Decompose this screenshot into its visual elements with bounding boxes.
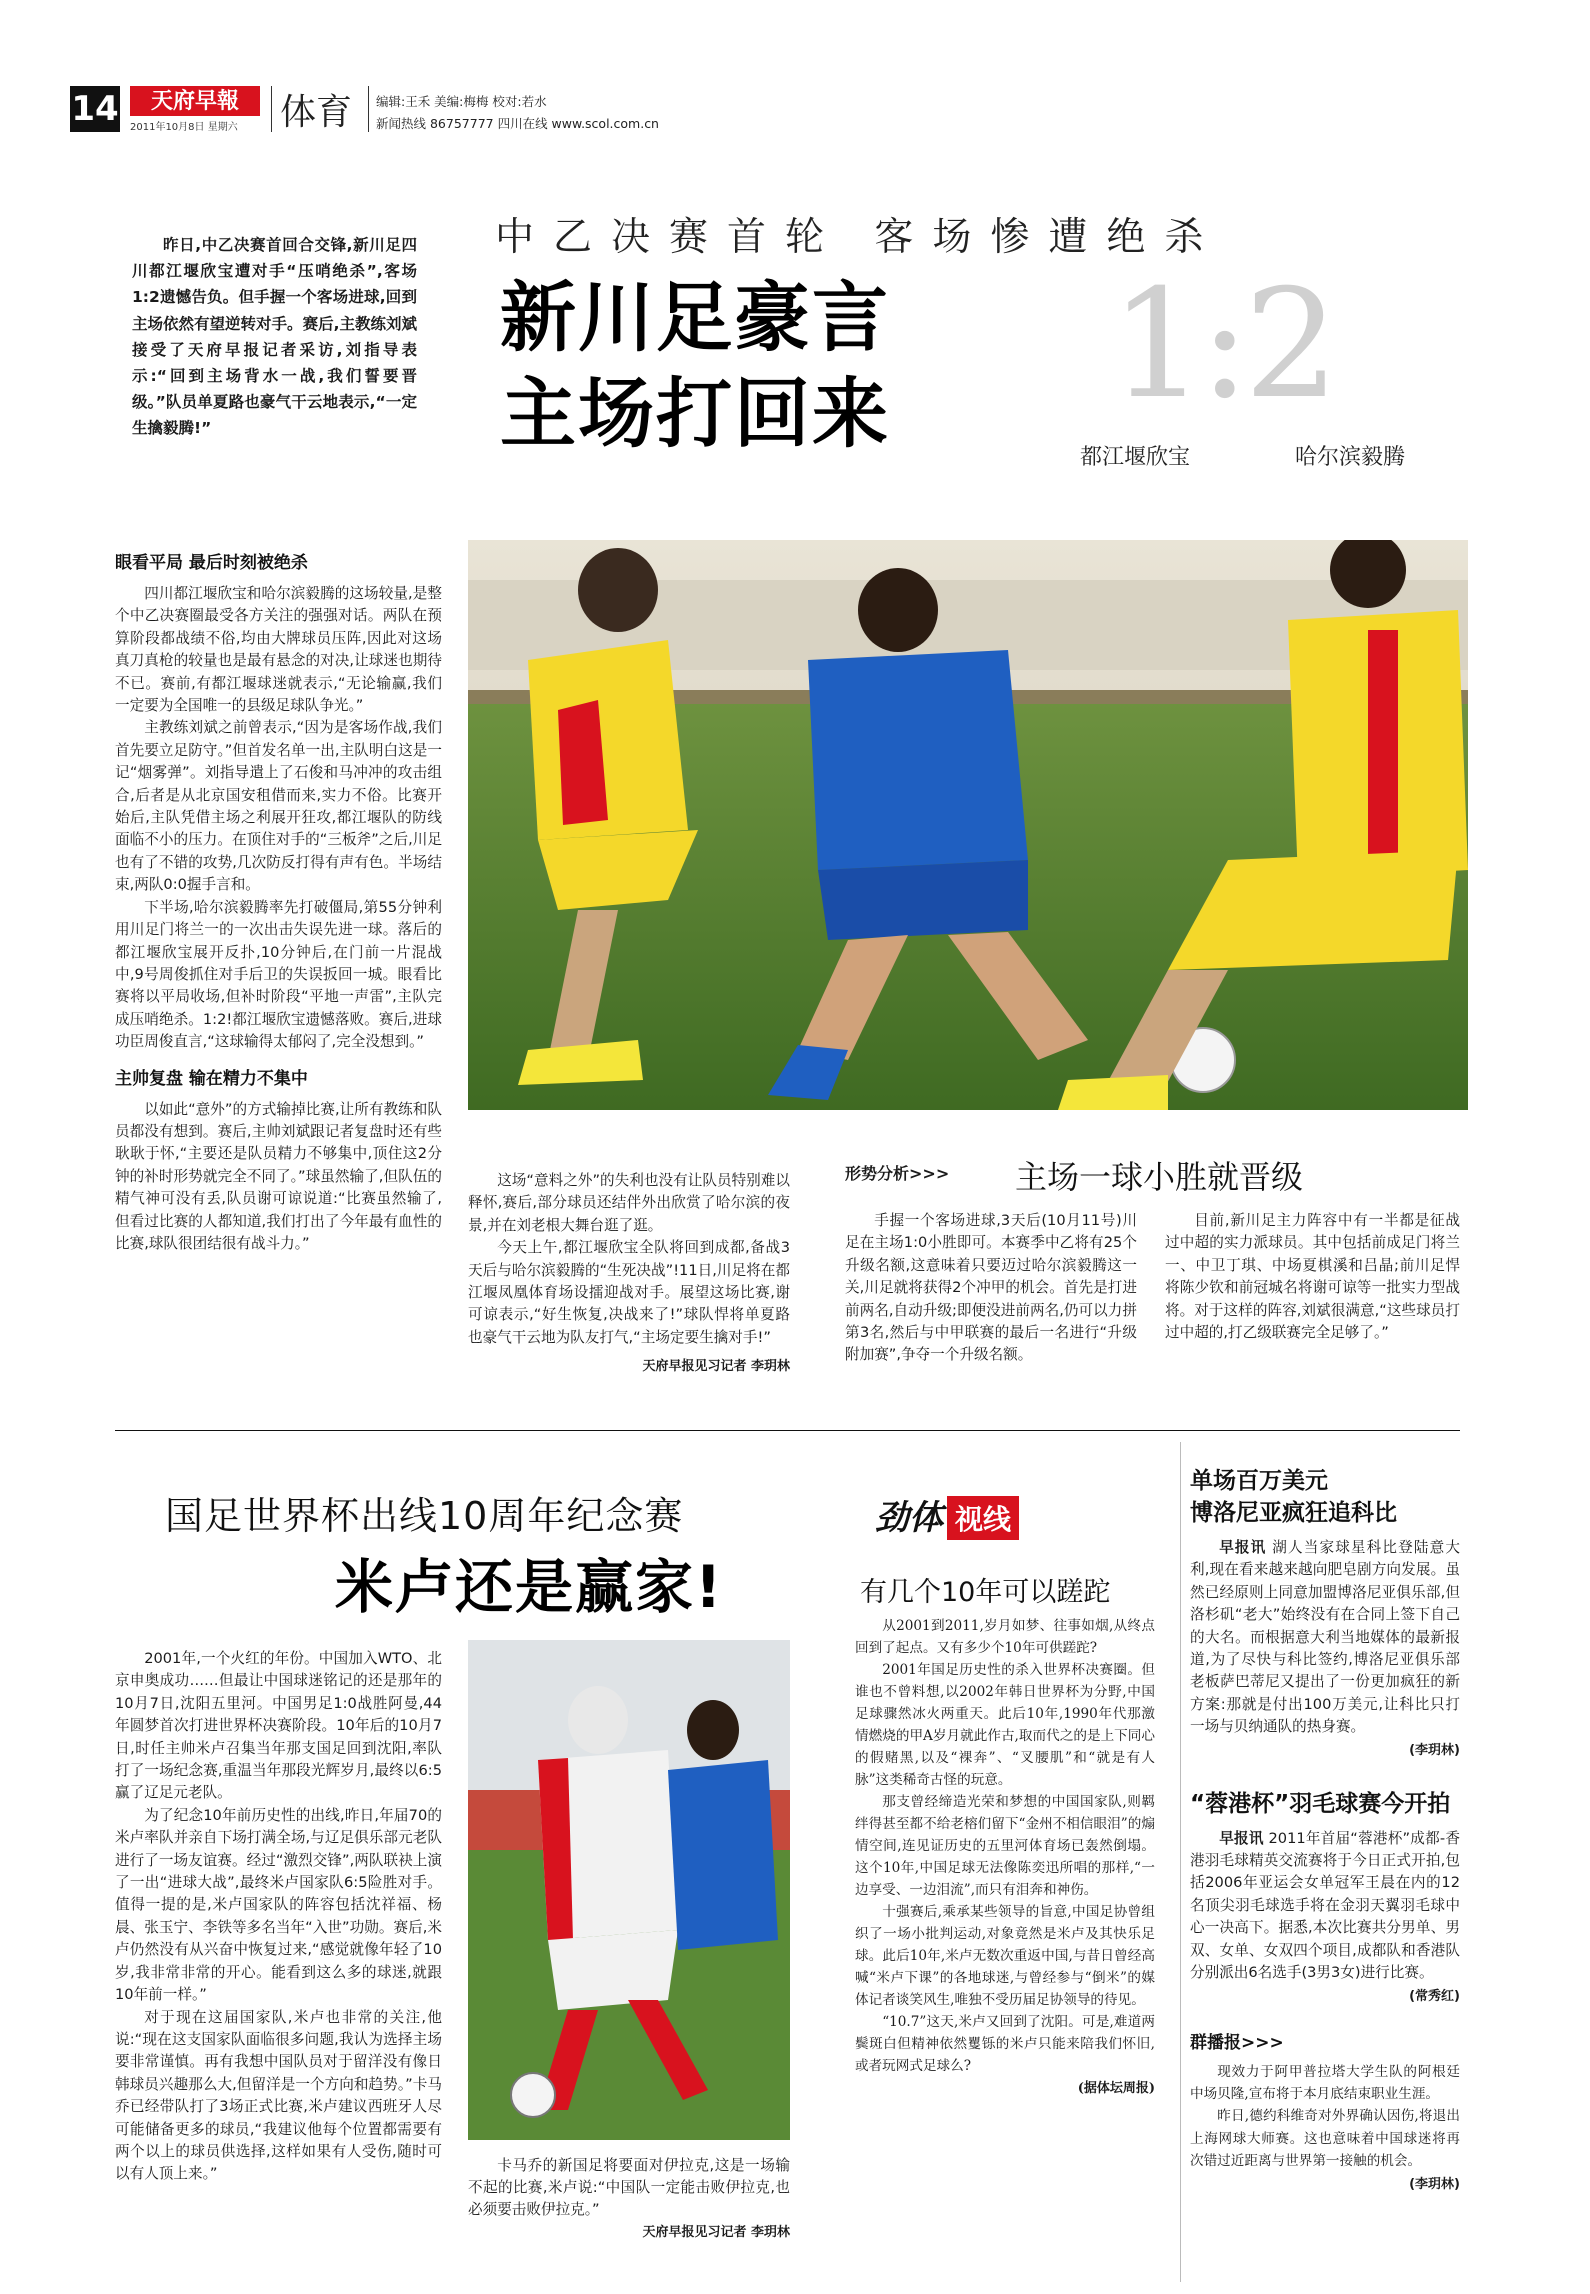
analysis-title: 主场一球小胜就晋级 (1015, 1158, 1304, 1196)
column-p2: 2001年国足历史性的杀入世界杯决赛圈。但谁也不曾料想,以2002年韩日世界杯为分野,中国足球骤然冰火两重天。此后10年,1990年代那激情燃烧的甲A岁月就此作古,取而代之的是上下同心的假赌黑,以及“裸奔”、“叉腰肌”和“就是有人脉”这类稀奇古怪的玩意。 (855, 1662, 1155, 1788)
brief2-author: (常秀红) (1409, 1988, 1460, 2004)
score-display: 1:2 (1110, 258, 1334, 432)
story2-headline-1: 国足世界杯出线10周年纪念赛 (165, 1494, 684, 1538)
header-divider (271, 86, 272, 132)
paper-logo: 天府早報 (130, 86, 260, 116)
story2-p3: 对于现在这届国家队,米卢也非常的关注,他说:“现在这支国家队面临很多问题,我认为选择主场要非常谨慎。再有我想中国队员对于留洋没有像日韩球员兴趣那么大,但留洋是一个方向和趋势。”卡马乔已经带队打了3场正式比赛,米卢建议西班牙人尽可能储备更多的球员,“我建议他每个位置都需要有两个以上的球员供选择,这样如果有人受伤,随时可以有人顶上来。” (115, 2008, 442, 2183)
article1-column2 (468, 1170, 790, 1374)
brief1-author: (李玥林) (1409, 1742, 1460, 1758)
column-p1: 从2001到2011,岁月如梦、往事如烟,从终点回到了起点。又有多少个10年可供蹉跎? (855, 1618, 1155, 1656)
kicker-headline: 中乙决赛首轮 客场惨遭绝杀 (495, 215, 1223, 260)
article1-p6: 今天上午,都江堰欣宝全队将回到成都,备战3天后与哈尔滨毅腾的“生死决战”!11日,川足将在都江堰凤凰体育场设擂迎战对手。展望这场比赛,谢可谅表示,“好生恢复,决战来了!”球队悍将单夏路也豪气干云地为队友打气,“主场定要生擒对手!” (468, 1239, 790, 1346)
header-divider (368, 86, 369, 132)
column-title: 有几个10年可以蹉跎 (860, 1577, 1111, 1608)
main-headline-line1: 新川足豪言 (500, 273, 890, 362)
lead-paragraph (132, 232, 417, 442)
column-p3: 那支曾经缔造光荣和梦想的中国国家队,则羁绊得甚至都不给老榕们留下“金州不相信眼泪”的煽情空间,连见证历史的五里河体育场已轰然倒塌。这个10年,中国足球无法像陈奕迅所唱的那样,“一边享受、一边泪流”,而只有泪奔和神伤。 (855, 1794, 1155, 1898)
article1-column1 (115, 548, 442, 1255)
brief2-text: 2011年首届“蓉港杯”成都-香港羽毛球精英交流赛将于今日正式开拍,包括2006年亚运会女单冠军王晨在内的12名顶尖羽毛球选手将在金羽天翼羽毛球中心一决高下。据悉,本次比赛共分男单、男双、女单、女双四个项目,成都队和香港队分别派出6名选手(3男3女)进行比赛。 (1190, 1829, 1460, 1982)
article1-p1: 四川都江堰欣宝和哈尔滨毅腾的这场较量,是整个中乙决赛圈最受各方关注的强强对话。两队在预算阶段都战绩不俗,均由大牌球员压阵,因此对这场真刀真枪的较量也是最有悬念的对决,让球迷也期待不已。赛前,有都江堰球迷就表示,“无论输赢,我们一定要为全国唯一的县级足球队争光。” (115, 585, 442, 715)
lead-text: 昨日,中乙决赛首回合交锋,新川足四川都江堰欣宝遭对手“压哨绝杀”,客场1:2遗憾告负。但手握一个客场进球,回到主场依然有望逆转对手。赛后,主教练刘斌接受了天府早报记者采访,刘指导表示:“回到主场背水一战,我们誓要晋级。”队员单夏路也豪气干云地表示,“一定生擒毅腾!” (132, 236, 417, 438)
story2-byline: 天府早报见习记者 李玥林 (642, 2225, 790, 2240)
analysis-p1: 手握一个客场进球,3天后(10月11号)川足在主场1:0小胜即可。本赛季中乙将有25个升级名额,这意味着只要迈过哈尔滨毅腾这一关,川足就将获得2个冲甲的机会。首先是打进前两名,自动升级;即便没进前两名,仍可以力拼第3名,然后与中甲联赛的最后一名进行“升级附加赛”,争夺一个升级名额。 (845, 1212, 1137, 1364)
subhead-1: 眼看平局 最后时刻被绝杀 (115, 553, 308, 573)
article1-p2: 主教练刘斌之前曾表示,“因为是客场作战,我们首先要立足防守。”但首发名单一出,主队明白这是一记“烟雾弹”。刘指导遣上了石俊和马冲冲的攻击组合,后者是从北京国安租借而来,实力不俗。比赛开始后,主队凭借主场之利展开狂攻,都江堰队的防线面临不小的压力。在顶住对手的“三板斧”之后,川足也有了不错的攻势,几次防反打得有声有色。半场结束,两队0:0握手言和。 (115, 719, 442, 894)
story2-column (115, 1648, 442, 2186)
column-p4: 十强赛后,乘承某些领导的旨意,中国足协曾组织了一场小批判运动,对象竟然是米卢及其快乐足球。此后10年,米卢无数次重返中国,与昔日曾经高喊“米卢下课”的各地球迷,与曾经参与“倒米”的媒体记者谈笑风生,唯独不受历届足协领导的待见。 (855, 1904, 1155, 2008)
hotline: 新闻热线 86757777 四川在线 www.scol.com.cn (376, 116, 659, 131)
story2-p1: 2001年,一个火红的年份。中国加入WTO、北京申奥成功……但最让中国球迷铭记的还是那年的10月7日,沈阳五里河。中国男足1:0战胜阿曼,44年圆梦首次打进世界杯决赛阶段。10年后的10月7日,时任主帅米卢召集当年那支国足回到沈阳,率队打了一场纪念赛,重温当年那段光辉岁月,最终以6:5赢了辽足元老队。 (115, 1650, 442, 1802)
brief1-title1: 单场百万美元 (1190, 1468, 1328, 1494)
brief3-p1: 现效力于阿甲普拉塔大学生队的阿根廷中场贝隆,宣布将于本月底结束职业生涯。 (1190, 2063, 1460, 2102)
brief3-p2: 昨日,德约科维奇对外界确认因伤,将退出上海网球大师赛。这也意味着中国球迷将再次错过近距离与世界第一接触的机会。 (1190, 2108, 1460, 2170)
article1-p4: 以如此“意外”的方式输掉比赛,让所有教练和队员都没有想到。赛后,主帅刘斌跟记者复盘时还有些耿耿于怀,“主要还是队员精力不够集中,顶住这2分钟的补时形势就完全不同了。”球虽然输了,但队伍的精气神可没有丢,队员谢可谅说道:“比赛虽然输了,但看过比赛的人都知道,我们打出了今年最有血性的比赛,球队很团结很有战斗力。” (115, 1100, 442, 1252)
issue-date: 2011年10月8日 星期六 (130, 122, 238, 133)
analysis-tag: 形势分析>>> (845, 1164, 950, 1183)
story2-caption-block (468, 2155, 790, 2240)
story2-p2: 为了纪念10年前历史性的出线,昨日,年届70的米卢率队并亲自下场打满全场,与辽足俱乐部元老队进行了一场友谊赛。经过“激烈交锋”,两队联袂上演了一出“进球大战”,最终米卢国家队6:5险胜对手。值得一提的是,米卢国家队的阵容包括沈祥福、杨晨、张玉宁、李铁等多名当年“入世”功勋。赛后,米卢仍然没有从兴奋中恢复过来,“感觉就像年轻了10岁,我非常非常的开心。能看到这么多的球迷,就跟10年前一样。” (115, 1806, 442, 2004)
brief1-title2: 博洛尼亚疯狂追科比 (1190, 1500, 1397, 1526)
column-logo-left: 劲体 (875, 1498, 943, 1538)
team-right: 哈尔滨毅腾 (1295, 445, 1406, 470)
article1-p5: 这场“意料之外”的失利也没有让队员特别难以释怀,赛后,部分球员还结伴外出欣赏了哈尔滨的夜景,并在刘老根大舞台逛了逛。 (468, 1172, 790, 1234)
briefs-column (1190, 1465, 1460, 2192)
section-title: 体育 (280, 92, 353, 133)
brief1-lead: 早报讯 (1219, 1539, 1267, 1556)
column-p5: “10.7”这天,米卢又回到了沈阳。可是,难道两鬓斑白但精神依然矍铄的米卢只能来陪我们怀旧,或者玩网式足球么? (855, 2014, 1155, 2074)
brief3-tag: 群播报>>> (1190, 2032, 1284, 2053)
brief2-lead: 早报讯 (1219, 1829, 1264, 1847)
milu-photo (468, 1640, 790, 2140)
main-headline-line2: 主场打回来 (500, 369, 890, 458)
column-logo (875, 1490, 1085, 1542)
section-rule (115, 1430, 1460, 1431)
brief3-author: (李玥林) (1409, 2176, 1460, 2192)
match-photo (468, 540, 1468, 1110)
page-number: 14 (70, 86, 120, 132)
column-body (855, 1615, 1155, 2096)
analysis-col1 (845, 1210, 1137, 1367)
story2-caption: 卡马乔的新国足将要面对伊拉克,这是一场输不起的比赛,米卢说:“中国队一定能击败伊拉克,也必须要击败伊拉克。” (468, 2157, 790, 2218)
column-logo-right: 视线 (947, 1496, 1019, 1540)
story2-headline-2: 米卢还是赢家! (335, 1553, 724, 1621)
analysis-col2 (1165, 1210, 1460, 1344)
editor-credits: 编辑:王禾 美编:梅梅 校对:若水 (376, 94, 547, 109)
article1-p3: 下半场,哈尔滨毅腾率先打破僵局,第55分钟利用川足门将兰一的一次出击失误先进一球。落后的都江堰欣宝展开反扑,10分钟后,在门前一片混战中,9号周俊抓住对手后卫的失误扳回一城。眼看比赛将以平局收场,但补时阶段“平地一声雷”,主队完成压哨绝杀。1:2!都江堰欣宝遗憾落败。赛后,进球功臣周俊直言,“这球输得太郁闷了,完全没想到。” (115, 898, 442, 1051)
team-left: 都江堰欣宝 (1080, 445, 1191, 470)
brief1-text: 湖人当家球星科比登陆意大利,现在看来越来越向肥皂剧方向发展。虽然已经原则上同意加盟博洛尼亚俱乐部,但洛杉矶“老大”始终没有在合同上签下自己的大名。而根据意大利当地媒体的最新报道,为了尽快与科比签约,博洛尼亚俱乐部老板萨巴蒂尼又提出了一份更加疯狂的新方案:那就是付出100万美元,让科比只打一场与贝纳通队的热身赛。 (1190, 1539, 1460, 1736)
column-source: (据体坛周报) (1077, 2081, 1155, 2096)
column-rule (1180, 1442, 1181, 2282)
article1-byline: 天府早报见习记者 李玥林 (642, 1359, 790, 1375)
analysis-p2: 目前,新川足主力阵容中有一半都是征战过中超的实力派球员。其中包括前成足门将兰一、中卫丁琪、中场夏棋溪和吕晶;前川足悍将陈少钦和前冠城名将谢可谅等一批实力型战将。对于这样的阵容,刘斌很满意,“这些球员打过中超的,打乙级联赛完全足够了。” (1165, 1212, 1460, 1342)
brief2-title: “蓉港杯”羽毛球赛今开拍 (1190, 1790, 1451, 1817)
main-headline (500, 270, 1060, 462)
subhead-2: 主帅复盘 输在精力不集中 (115, 1068, 308, 1089)
